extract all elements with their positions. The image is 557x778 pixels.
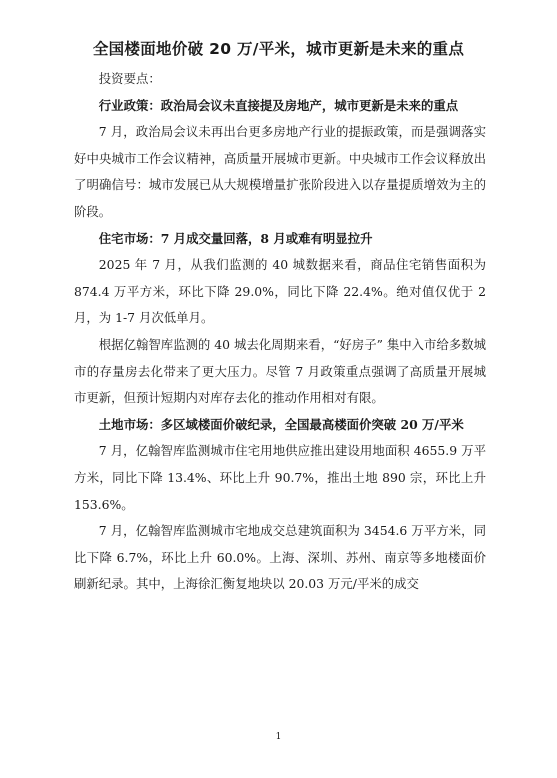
paragraph-housing-2: 根据亿翰智库监测的 40 城去化周期来看，“好房子” 集中入市给多数城市的存量房去化带来了更大压力。尽管 7 月政策重点强调了高质量开展城市更新，但预计短期内对库存去化的推动作用相对有限。 xyxy=(74,336,486,406)
section-heading-housing: 住宅市场：7 月成交量回落，8 月或难有明显拉升 xyxy=(98,230,373,246)
document-title: 全国楼面地价破 20 万/平米，城市更新是未来的重点 xyxy=(92,40,465,58)
paragraph-housing-1: 2025 年 7 月，从我们监测的 40 城数据来看，商品住宅销售面积为 874.4 万平方米，环比下降 29.0%，同比下降 22.4%。绝对值仅优于 2 月，为 1-7 月次低单月。 xyxy=(74,257,486,326)
paragraph-land-2: 7 月，亿翰智库监测城市宅地成交总建筑面积为 3454.6 万平方米，同比下降 6.7%，环比上升 60.0%。上海、深圳、苏州、南京等多地楼面价刷新纪录。其中，上海徐汇衡复地块以 20.03 万元/平米的成交 xyxy=(74,523,486,592)
page-number: 1 xyxy=(275,732,282,742)
paragraph-land-1: 7 月，亿翰智库监测城市住宅用地供应推出建设用地面积 4655.9 万平方米，同比下降 13.4%、环比上升 90.7%，推出土地 890 宗，环比上升 153.6%。 xyxy=(74,443,486,512)
document-body xyxy=(74,66,486,598)
section-heading-policy: 行业政策：政治局会议未直接提及房地产，城市更新是未来的重点 xyxy=(98,97,459,113)
paragraph-policy-1: 7 月，政治局会议未再出台更多房地产行业的提振政策，而是强调落实好中央城市工作会议精神，高质量开展城市更新。中央城市工作会议释放出了明确信号：城市发展已从大规模增量扩张阶段进入以存量提质增效为主的阶段。 xyxy=(74,124,486,219)
section-heading-land: 土地市场：多区域楼面价破纪录，全国最高楼面价突破 20 万/平米 xyxy=(98,416,464,432)
subtitle: 投资要点： xyxy=(98,71,161,86)
